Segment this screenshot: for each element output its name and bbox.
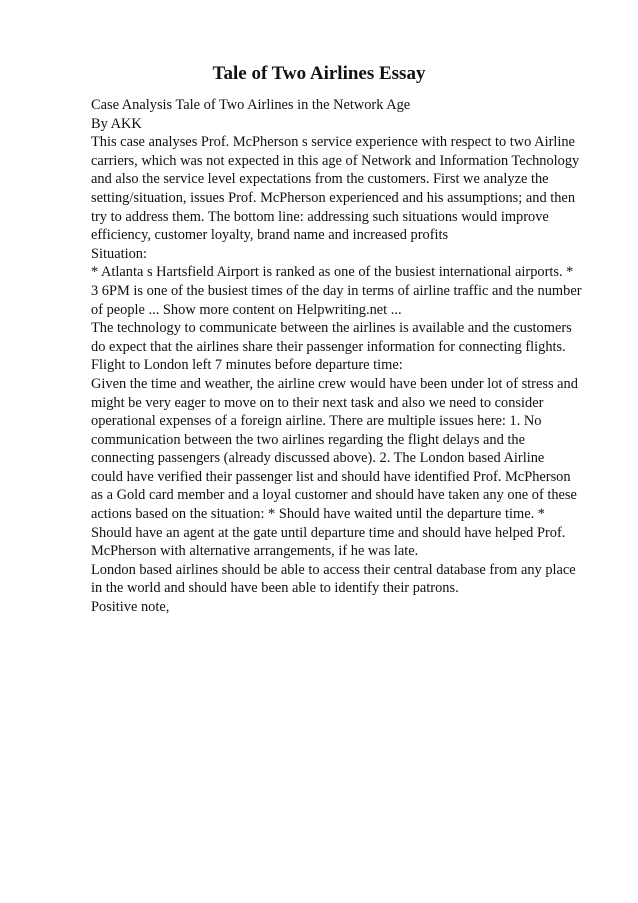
body-line: could have verified their passenger list and should have identified Prof. McPherson [91, 468, 571, 485]
body-line: McPherson with alternative arrangements, if he was late. [91, 543, 419, 560]
document-body [91, 96, 601, 617]
body-line: 3 6PM is one of the busiest times of the day in terms of airline traffic and the number [91, 282, 582, 299]
body-line: Given the time and weather, the airline crew would have been under lot of stress and [91, 375, 578, 392]
body-line: Situation: [91, 245, 147, 262]
body-line: Positive note, [91, 599, 170, 616]
body-line: Flight to London left 7 minutes before departure time: [91, 357, 403, 374]
body-line: efficiency, customer loyalty, brand name and increased profits [91, 227, 449, 244]
body-line: and also the service level expectations from the customers. First we analyze the [91, 171, 549, 188]
body-line: London based airlines should be able to access their central database from any place [91, 561, 576, 578]
body-line: Case Analysis Tale of Two Airlines in the Network Age [91, 97, 411, 113]
body-line: This case analyses Prof. McPherson s service experience with respect to two Airline [91, 134, 575, 151]
body-line: do expect that the airlines share their passenger information for connecting flights. [91, 338, 566, 355]
body-line: in the world and should have been able to identify their patrons. [91, 580, 459, 597]
body-line: connecting passengers (already discussed above). 2. The London based Airline [91, 450, 545, 467]
body-line: * Atlanta s Hartsfield Airport is ranked as one of the busiest international airports. * [91, 264, 574, 281]
body-line: The technology to communicate between the airlines is available and the customers [91, 320, 572, 337]
body-line: as a Gold card member and a loyal customer and should have taken any one of these [91, 487, 577, 504]
body-line: actions based on the situation: * Should have waited until the departure time. * [91, 506, 546, 523]
body-line: setting/situation, issues Prof. McPherson experienced and his assumptions; and then [91, 189, 576, 206]
document-title: Tale of Two Airlines Essay [212, 63, 426, 84]
body-line: of people ... Show more content on Helpwriting.net ... [91, 301, 402, 318]
body-line: try to address them. The bottom line: addressing such situations would improve [91, 208, 549, 225]
body-line: might be very eager to move on to their next task and also we need to consider [91, 394, 544, 411]
body-line: communication between the two airlines regarding the flight delays and the [91, 431, 525, 448]
body-line: Should have an agent at the gate until departure time and should have helped Prof. [91, 524, 566, 541]
body-line: By AKK [91, 115, 142, 132]
body-line: carriers, which was not expected in this age of Network and Information Technology [91, 152, 580, 169]
body-line: operational expenses of a foreign airline. There are multiple issues here: 1. No [91, 413, 542, 430]
